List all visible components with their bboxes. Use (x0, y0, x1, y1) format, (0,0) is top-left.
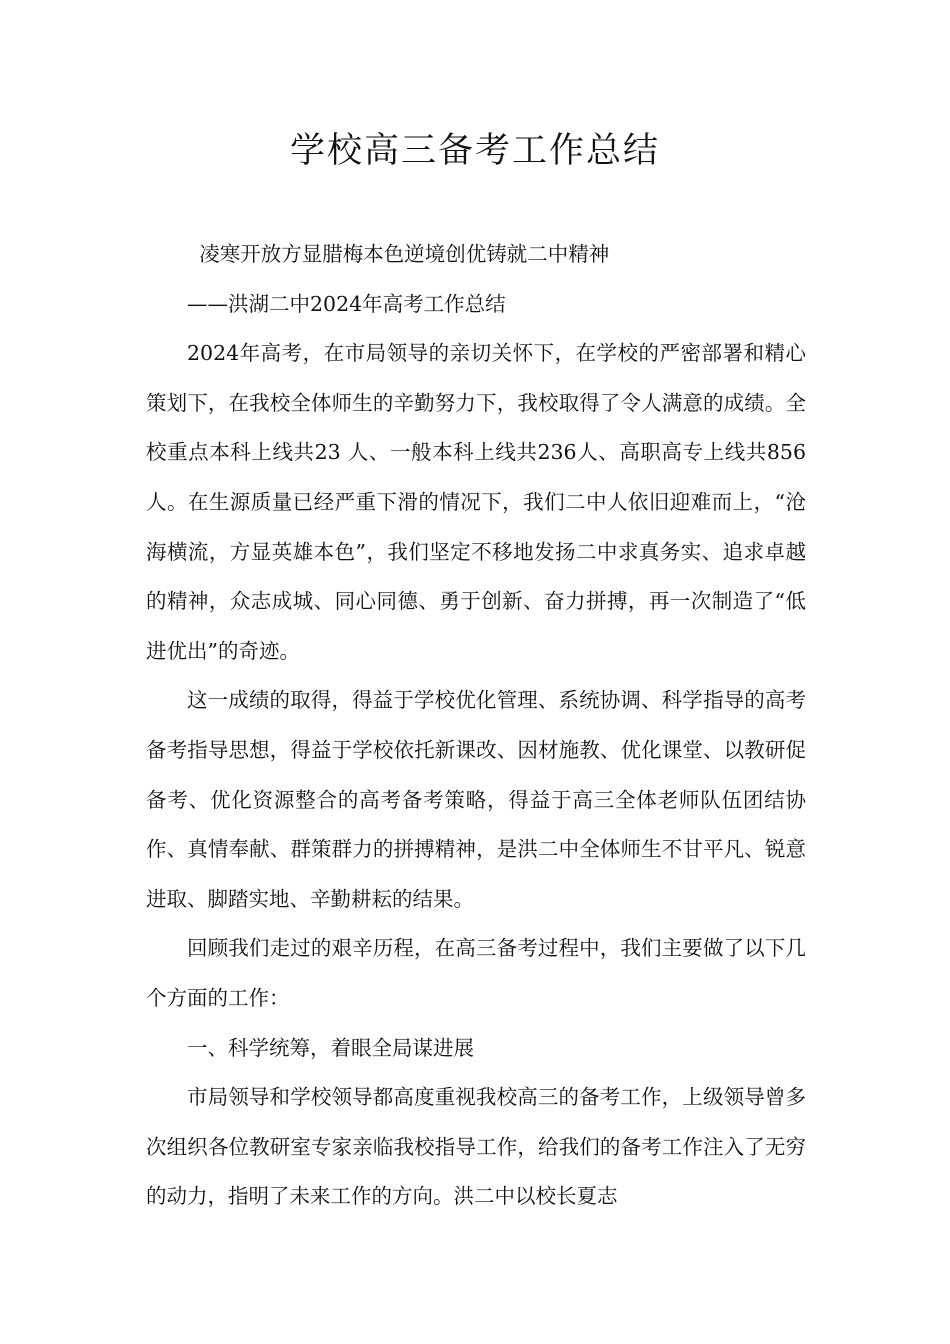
section-heading: 一、科学统筹，着眼全局谋进展 (187, 1035, 474, 1060)
document-title: 学校高三备考工作总结 (289, 131, 660, 171)
paragraph: 回顾我们走过的艰辛历程，在高三备考过程中，我们主要做了以下几个方面的工作： (146, 936, 806, 1010)
paragraph: 这一成绩的取得，得益于学校优化管理、系统协调、科学指导的高考备考指导思想，得益于学校依托新课改、因材施教、优化课堂、以教研促备考、优化资源整合的高考备考策略，得益于高三全体老师队伍团结协作、真情奉献、群策群力的拼搏精神，是洪二中全体师生不甘平凡、锐意进取、脚踏实地、辛勤耕耘的结果。 (146, 688, 806, 911)
paragraph: 2024年高考，在市局领导的亲切关怀下，在学校的严密部署和精心策划下，在我校全体师生的辛勤努力下，我校取得了令人满意的成绩。全校重点本科上线共23 人、一般本科上线共236人、高职高专上线共856人。在生源质量已经严重下滑的情况下，我们二中人依旧迎难而上，“沧海横流，方显英雄本色”，我们坚定不移地发扬二中求真务实、追求卓越的精神，众志成城、同心同德、勇于创新、奋力拼搏，再一次制造了“低进优出”的奇迹。 (146, 341, 806, 663)
document-body (146, 230, 806, 1222)
document-byline: ——洪湖二中2024年高考工作总结 (187, 291, 506, 316)
document-subtitle: 凌寒开放方显腊梅本色逆境创优铸就二中精神 (199, 242, 610, 266)
paragraph: 市局领导和学校领导都高度重视我校高三的备考工作，上级领导曾多次组织各位教研室专家亲临我校指导工作，给我们的备考工作注入了无穷的动力，指明了未来工作的方向。洪二中以校长夏志 (146, 1085, 806, 1209)
